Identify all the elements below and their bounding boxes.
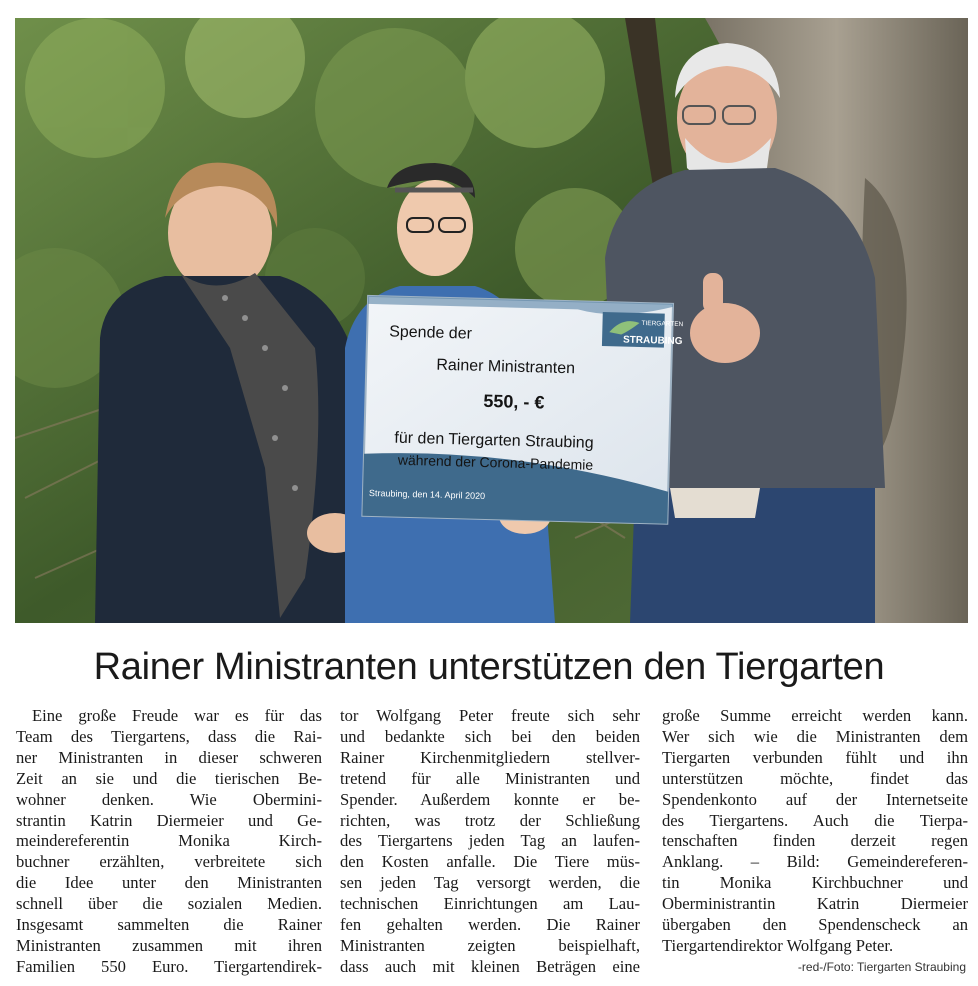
cheque-amount: 550, - €	[483, 390, 545, 413]
cheque-line-1: Spende der	[388, 323, 473, 343]
text-line: Insgesamt sammelten die Rainer	[16, 915, 322, 935]
text-line: Ministranten zeigten beispielhaft,	[340, 935, 640, 955]
text-line: Zeit an sie und die tierischen Be-	[16, 768, 322, 788]
cheque-date: Straubing, den 14. April 2020	[368, 487, 486, 501]
text-line: dass auch mit kleinen Beträgen eine	[340, 956, 640, 976]
text-line: wohner denken. Wie Obermini-	[16, 789, 322, 809]
article-column-2	[340, 706, 640, 978]
text-line: und bedankte sich bei den beiden	[340, 726, 640, 746]
text-line: Spender. Außerdem konnte er be-	[340, 789, 640, 809]
article-column-1	[16, 706, 322, 978]
text-line: übergaben den Spendenscheck an	[662, 915, 968, 935]
text-line: technischen Einrichtungen am Lau-	[340, 894, 640, 914]
text-line: Oberministrantin Katrin Diermeier	[662, 894, 968, 914]
text-line: sen jeden Tag versorgt werden, die	[340, 873, 640, 893]
cheque-logo-bottom: STRAUBING	[622, 334, 683, 348]
text-line: unterstützen möchte, findet das	[662, 768, 968, 788]
text-line: den Kosten anfalle. Die Tiere müs-	[340, 852, 640, 872]
text-line: tor Wolfgang Peter freute sich sehr	[340, 706, 640, 725]
text-line: richten, was trotz der Schließung	[340, 810, 640, 830]
text-line: Eine große Freude war es für das	[32, 706, 322, 725]
cheque-line-3: für den Tiergarten Straubing	[394, 429, 594, 452]
article-photo	[15, 18, 968, 623]
text-line: tenschaften finden derzeit regen	[662, 831, 968, 851]
text-line: Rainer Kirchenmitgliedern stellver-	[340, 747, 640, 767]
text-line: Familien 550 Euro. Tiergartendirek-	[16, 956, 322, 976]
text-line: Tiergartendirektor Wolfgang Peter.	[662, 935, 894, 955]
text-line: fen gehalten werden. Die Rainer	[340, 915, 640, 935]
text-line: ner Ministranten in dieser schweren	[16, 747, 322, 767]
text-line: buchner erzählten, verbreitete sich	[16, 852, 322, 872]
text-line: tin Monika Kirchbuchner und	[662, 873, 968, 893]
text-line: Wer sich wie die Ministranten dem	[662, 726, 968, 746]
text-line: schnell über die sozialen Medien.	[16, 894, 322, 914]
text-line: Spendenkonto auf der Internetseite	[662, 789, 968, 809]
article-headline: Rainer Ministranten unterstützen den Tiergarten	[93, 646, 885, 688]
text-line: Anklang. – Bild: Gemeindereferen-	[662, 852, 968, 872]
text-line: des Tiergartens jeden Tag an laufen-	[340, 831, 640, 851]
text-line: Tiergarten verbunden fühlt und ihn	[662, 747, 968, 767]
text-line: Ministranten zusammen mit ihren	[16, 935, 322, 955]
photo-credit: -red-/Foto: Tiergarten Straubing	[797, 960, 966, 974]
cheque-line-4: während der Corona-Pandemie	[397, 451, 594, 473]
cheque-line-2: Rainer Ministranten	[436, 356, 576, 378]
text-line: Team des Tiergartens, dass die Rai-	[16, 726, 322, 746]
text-line: die Idee unter den Ministranten	[16, 873, 322, 893]
text-line: tretend für alle Ministranten und	[340, 768, 640, 788]
text-line: des Tiergartens. Auch die Tierpa-	[662, 810, 968, 830]
text-line: strantin Katrin Diermeier und Ge-	[16, 810, 322, 830]
text-line: große Summe erreicht werden kann.	[662, 706, 968, 725]
cheque-logo-top: TIERGARTEN	[641, 320, 684, 329]
text-line: meindereferentin Monika Kirch-	[16, 831, 322, 851]
photo-illustration	[15, 18, 968, 623]
article-column-3	[662, 706, 968, 957]
